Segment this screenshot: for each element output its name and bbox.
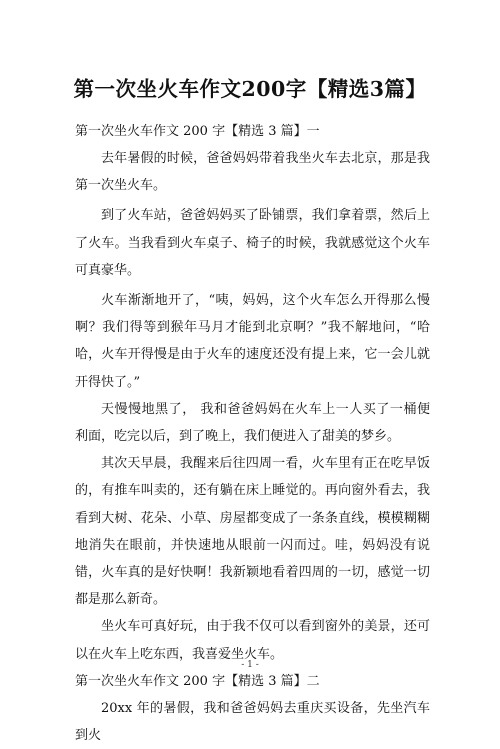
paragraph: 天慢慢地黑了， 我和爸爸妈妈在火车上一人买了一桶便利面，吃完以后，到了晚上，我们便进入了甜美的梦乡。 [75,401,430,445]
paragraph: 去年暑假的时候，爸爸妈妈带着我坐火车去北京，那是我第一次坐火车。 [75,151,430,194]
section-heading: 第一次坐火车作文 200 字【精选 3 篇】二 [75,673,320,689]
page-number: - 1 - [241,660,259,670]
paragraph: 坐火车可真好玩，由于我不仅可以看到窗外的美景，还可以在火车上吃东西，我喜爱坐火车。 [75,619,430,662]
document-body [75,118,430,749]
paragraph: 20xx 年的暑假，我和爸爸妈妈去重庆买设备，先坐汽车到火 [75,700,430,744]
document-title: 第一次坐火车作文200字【精选3篇】 [73,77,427,101]
paragraph: 其次天早晨，我醒来后往四周一看，火车里有正在吃早饭的，有推车叫卖的，还有躺在床上睡觉的。再向窗外看去，我看到大树、花朵、小草、房屋都变成了一条条直线，模模糊糊地消失在眼前，并快速地从眼前一闪而过。哇，妈妈没有说错，火车真的是好快啊！我新颖地看着四周的一切，感觉一切都是那么新奇。 [75,456,430,608]
section-heading: 第一次坐火车作文 200 字【精选 3 篇】一 [75,124,320,139]
paragraph: 火车渐渐地开了，“咦，妈妈，这个火车怎么开得那么慢啊？我们得等到猴年马月才能到北京啊？”我不解地问，“哈哈，火车开得慢是由于火车的速度还没有提上来，它一会儿就开得快了。” [75,293,430,390]
paragraph: 到了火车站，爸爸妈妈买了卧铺票，我们拿着票，然后上了火车。当我看到火车桌子、椅子的时候，我就感觉这个火车可真豪华。 [75,208,430,278]
